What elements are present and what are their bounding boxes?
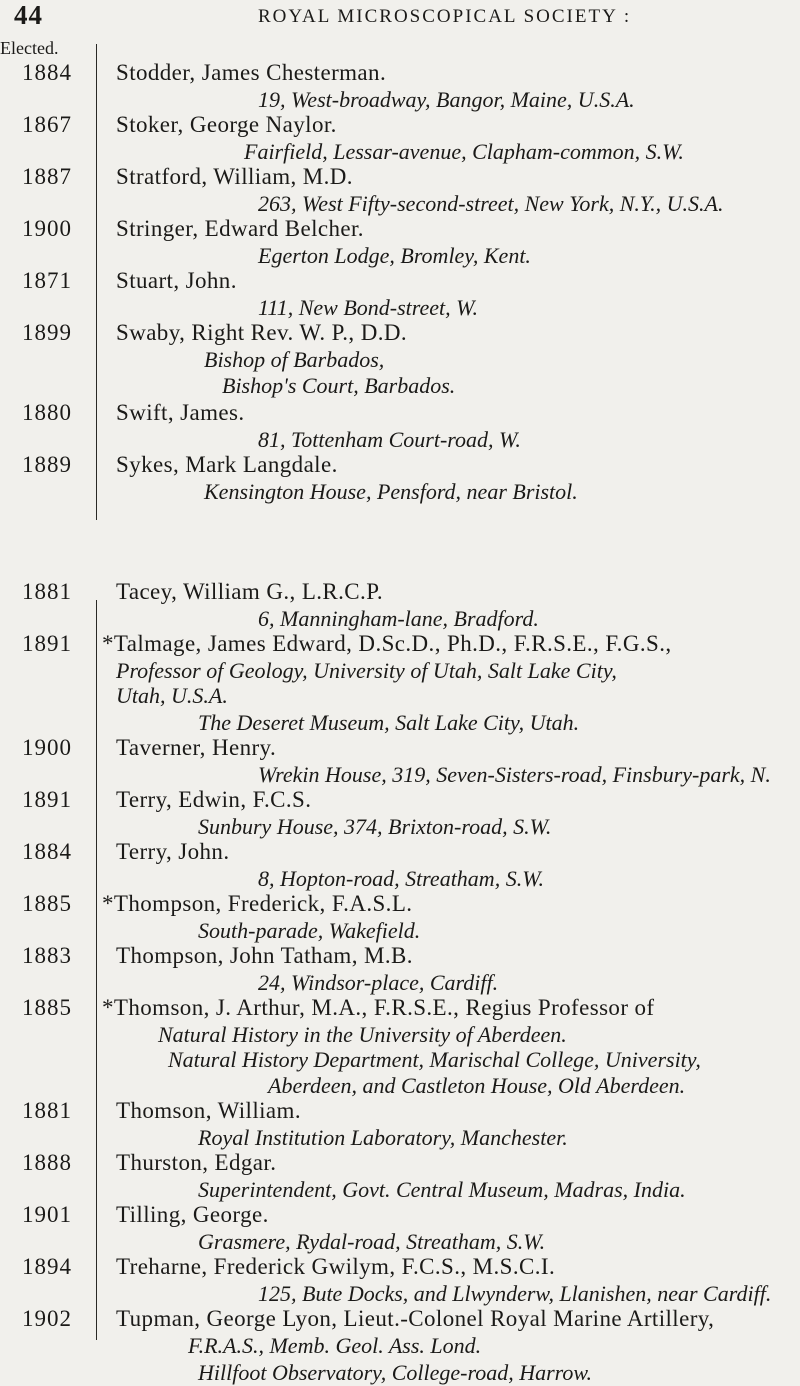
member-name: Treharne, Frederick Gwilym, F.C.S., M.S.C.I. [116, 1254, 556, 1279]
member-detail-line: 81, Tottenham Court-road, W. [258, 427, 521, 452]
member-detail-line: South-parade, Wakefield. [198, 918, 421, 943]
member-detail-line: Bishop of Barbados, [204, 347, 385, 372]
member-detail-line: F.R.A.S., Memb. Geol. Ass. Lond. [188, 1333, 482, 1358]
election-year: 1894 [22, 1254, 72, 1279]
member-detail-line: 125, Bute Docks, and Llwynderw, Llanishen, near Cardiff. [258, 1281, 772, 1306]
member-detail-line: Professor of Geology, University of Utah, Salt Lake City, [116, 658, 617, 683]
elected-column-label: Elected. [0, 38, 59, 58]
member-detail-line: Fairfield, Lessar-avenue, Clapham-common, S.W. [244, 139, 684, 164]
member-name: Taverner, Henry. [116, 735, 277, 760]
election-year: 1891 [22, 787, 72, 812]
election-year: 1883 [22, 943, 72, 968]
member-detail-line: Wrekin House, 319, Seven-Sisters-road, Finsbury-park, N. [258, 762, 771, 787]
member-detail-line: Grasmere, Rydal-road, Streatham, S.W. [198, 1229, 546, 1254]
member-detail-line: Kensington House, Pensford, near Bristol. [204, 479, 578, 504]
member-name: Stuart, John. [116, 268, 237, 293]
member-name: Thurston, Edgar. [116, 1150, 277, 1175]
column-divider [96, 44, 97, 520]
member-detail-line: Natural History in the University of Aberdeen. [158, 1022, 567, 1047]
member-name: *Thompson, Frederick, F.A.S.L. [102, 891, 413, 916]
election-year: 1871 [22, 268, 72, 293]
member-name: Tilling, George. [116, 1202, 269, 1227]
election-year: 1885 [22, 891, 72, 916]
election-year: 1881 [22, 579, 72, 604]
election-year: 1899 [22, 320, 72, 345]
election-year: 1902 [22, 1306, 72, 1331]
member-name: Thomson, William. [116, 1098, 301, 1123]
member-name: *Thomson, J. Arthur, M.A., F.R.S.E., Regius Professor of [102, 995, 655, 1020]
member-name: Swaby, Right Rev. W. P., D.D. [116, 320, 408, 345]
member-name: Terry, John. [116, 839, 230, 864]
election-year: 1884 [22, 839, 72, 864]
column-divider [96, 600, 97, 1340]
member-name: Stodder, James Chesterman. [116, 60, 387, 85]
member-detail-line: 263, West Fifty-second-street, New York, N.Y., U.S.A. [258, 191, 724, 216]
member-name: Terry, Edwin, F.C.S. [116, 787, 312, 812]
member-detail-line: 24, Windsor-place, Cardiff. [258, 970, 499, 995]
election-year: 1867 [22, 112, 72, 137]
election-year: 1889 [22, 452, 72, 477]
member-name: Swift, James. [116, 400, 245, 425]
member-name: Thompson, John Tatham, M.B. [116, 943, 413, 968]
election-year: 1901 [22, 1202, 72, 1227]
member-detail-line: 111, New Bond-street, W. [258, 295, 478, 320]
member-name: Stoker, George Naylor. [116, 112, 337, 137]
election-year: 1887 [22, 164, 72, 189]
member-name: *Talmage, James Edward, D.Sc.D., Ph.D., F.R.S.E., F.G.S., [102, 631, 672, 656]
election-year: 1881 [22, 1098, 72, 1123]
election-year: 1880 [22, 400, 72, 425]
election-year: 1888 [22, 1150, 72, 1175]
member-name: Tupman, George Lyon, Lieut.-Colonel Royal Marine Artillery, [116, 1306, 715, 1331]
member-detail-line: Bishop's Court, Barbados. [222, 373, 456, 398]
election-year: 1900 [22, 216, 72, 241]
election-year: 1900 [22, 735, 72, 760]
member-detail-line: Royal Institution Laboratory, Manchester. [198, 1125, 568, 1150]
member-name: Sykes, Mark Langdale. [116, 452, 338, 477]
member-detail-line: Natural History Department, Marischal College, University, [168, 1047, 701, 1072]
member-name: Tacey, William G., L.R.C.P. [116, 579, 383, 604]
page-number: 44 [14, 0, 43, 30]
member-detail-line: Sunbury House, 374, Brixton-road, S.W. [198, 814, 552, 839]
member-detail-line: Hillfoot Observatory, College-road, Harrow. [198, 1360, 592, 1385]
member-detail-line: 19, West-broadway, Bangor, Maine, U.S.A. [258, 87, 635, 112]
member-detail-line: The Deseret Museum, Salt Lake City, Utah. [198, 710, 580, 735]
election-year: 1884 [22, 60, 72, 85]
running-head: ROYAL MICROSCOPICAL SOCIETY : [258, 6, 632, 27]
member-detail-line: Egerton Lodge, Bromley, Kent. [258, 243, 531, 268]
member-detail-line: 6, Manningham-lane, Bradford. [258, 606, 539, 631]
member-detail-line: Aberdeen, and Castleton House, Old Aberdeen. [268, 1073, 686, 1098]
election-year: 1885 [22, 995, 72, 1020]
member-detail-line: Superintendent, Govt. Central Museum, Madras, India. [198, 1177, 686, 1202]
member-name: Stringer, Edward Belcher. [116, 216, 364, 241]
member-name: Stratford, William, M.D. [116, 164, 353, 189]
member-detail-line: Utah, U.S.A. [116, 683, 228, 708]
election-year: 1891 [22, 631, 72, 656]
member-detail-line: 8, Hopton-road, Streatham, S.W. [258, 866, 544, 891]
